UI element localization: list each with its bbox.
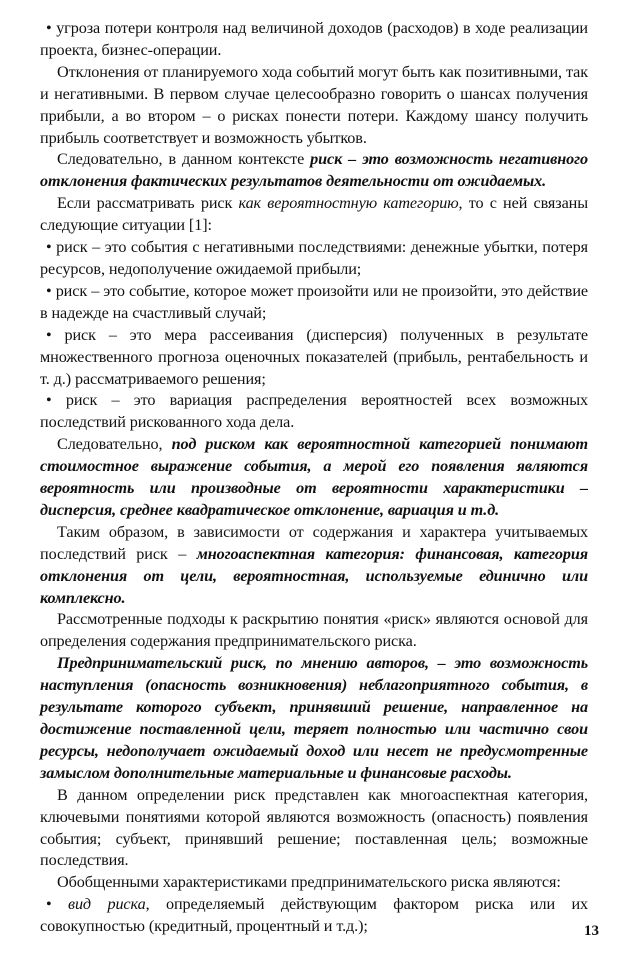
paragraph-definition (40, 653, 588, 784)
text-run: риск – это вариация распределения вероятностей всех возможных последствий рискованного хода дела. (40, 391, 588, 432)
paragraph (40, 149, 588, 193)
text-run: Обобщенными характеристиками предпринимательского риска являются: (57, 873, 561, 892)
text-run: , определяемый действующим фактором риска или их совокупностью (кредитный, процентный и т.д.); (40, 895, 589, 936)
bullet: • (46, 19, 52, 37)
bullet: • (46, 391, 52, 410)
text-run: риск – это события с негативными последствиями: денежные убытки, потеря ресурсов, недополучение ожидаемой прибыли; (40, 238, 588, 278)
bullet: • (46, 325, 52, 344)
page-number: 13 (584, 923, 599, 939)
paragraph (40, 609, 588, 653)
bullet-item (40, 894, 588, 938)
text-run: , то с ней связаны следующие ситуации [1]: (40, 194, 588, 235)
bullet-item (40, 18, 588, 62)
emphasis-term: вид риска (68, 895, 146, 914)
bullet: • (46, 238, 52, 257)
bullet-item (40, 281, 588, 325)
text-run: В данном определении риск представлен как многоаспектная категория, ключевыми понятиями которой являются возможность (опасность) появления события; субъект, принявший решение; поставленная цель; возможные последствия. (40, 785, 588, 870)
emphasis-definition: многоаспектная категория: финансовая, категория отклонения от цели, вероятностная, используемые единично или комплексно. (40, 544, 588, 607)
paragraph (40, 434, 588, 522)
text-run: угроза потери контроля над величиной доходов (расходов) в ходе реализации проекта, бизнес-операции. (40, 19, 588, 59)
bullet-item (40, 237, 588, 281)
bullet: • (46, 281, 52, 300)
text-run: Рассмотренные подходы к раскрытию понятия «риск» являются основой для определения содержания предпринимательского риска. (40, 610, 588, 651)
text-run: Следовательно, в данном контексте (57, 150, 311, 169)
text-run: риск – это событие, которое может произойти или не произойти, это действие в надежде на счастливый случай; (40, 281, 588, 322)
emphasis-definition: Предпринимательский риск, по мнению авторов, – это возможность наступления (опасность возникновения) неблагоприятного события, в результате которого субъект, принявший решение, направленное на достижение поставленной цели, теряет полностью или частично свои ресурсы, недополучает ожидаемый доход или несет не предусмотренные замыслом дополнительные материальные и финансовые расходы. (40, 654, 588, 782)
paragraph (40, 522, 588, 610)
paragraph (40, 785, 588, 873)
text-run: Отклонения от планируемого хода событий могут быть как позитивными, так и негативными. В первом случае целесообразно говорить о шансах получения прибыли, а во втором – о рисках понести потери. Каждому шансу получить прибыль соответствует и возможность убытков. (40, 62, 588, 147)
text-run: риск – это мера рассеивания (дисперсия) полученных в результате множественного прогноза оценочных показателей (прибыль, рентабельность и т. д.) рассматриваемого решения; (40, 325, 589, 388)
emphasis-definition: риск – это возможность негативного отклонения фактических результатов деятельности от ожидаемых. (40, 150, 588, 191)
emphasis-definition: под риском как вероятностной категорией понимают стоимостное выражение события, а мерой его появления являются вероятность или производные от вероятности характеристики – дисперсия, среднее квадратическое отклонение, вариация и т.д. (40, 435, 588, 519)
emphasis-term: как вероятностную категорию (238, 194, 459, 213)
bullet-item (40, 390, 588, 434)
paragraph (40, 193, 588, 237)
paragraph (40, 872, 588, 894)
bullet: • (46, 895, 52, 914)
text-run: Если рассматривать риск (57, 194, 239, 213)
text-run: Таким образом, в зависимости от содержания и характера учитываемых последствий риск – (40, 522, 588, 563)
paragraph (40, 62, 588, 150)
body-text (40, 18, 588, 938)
bullet-item (40, 325, 588, 391)
text-run: Следовательно, (57, 435, 172, 454)
